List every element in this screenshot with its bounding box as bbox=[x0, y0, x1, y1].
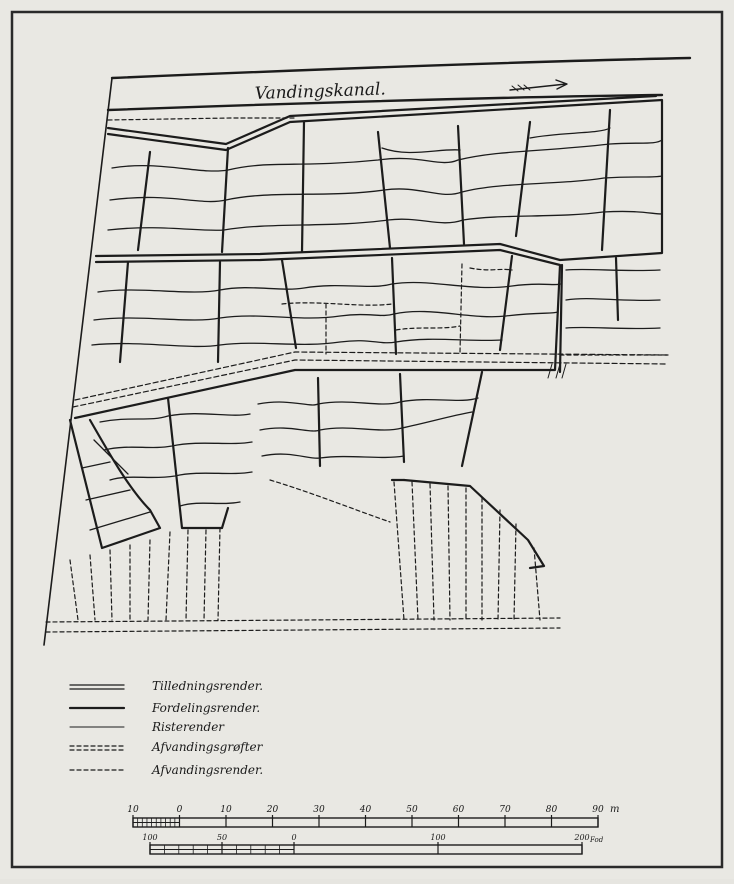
legend-item-tilledning bbox=[70, 679, 263, 693]
scale-bar-feet bbox=[142, 833, 603, 854]
scale-tick-label: 20 bbox=[266, 805, 279, 815]
legend-label: Afvandingsgrøfter bbox=[152, 740, 263, 754]
scale-tick-label: 100 bbox=[142, 833, 158, 842]
irrigation-canal bbox=[108, 58, 690, 110]
scale-tick-label: 50 bbox=[406, 805, 418, 815]
scale-tick-label: 90 bbox=[592, 805, 604, 815]
scale-tick-label: 0 bbox=[291, 833, 297, 842]
drainage-ditches-bottom bbox=[46, 355, 668, 632]
field-boundary-left bbox=[44, 78, 112, 645]
row2-ditches bbox=[92, 256, 660, 362]
legend-label: Fordelingsrender. bbox=[152, 701, 261, 715]
scale-tick-label: 80 bbox=[545, 805, 558, 815]
row1-ditches bbox=[108, 110, 662, 252]
scale-tick-label: 100 bbox=[430, 833, 446, 842]
scale-tick-label: 10 bbox=[127, 805, 139, 815]
drain-ditch-mid-a bbox=[75, 352, 668, 400]
scale-unit-label: m bbox=[610, 804, 620, 815]
legend-label: Risterender bbox=[152, 720, 225, 734]
drain-line-top bbox=[108, 118, 295, 120]
legend bbox=[70, 679, 264, 777]
scale-tick-label: 60 bbox=[452, 805, 465, 815]
legend-label: Afvandingsrender. bbox=[152, 763, 264, 777]
canal-label: Vandingskanal. bbox=[254, 79, 387, 104]
feed-channels bbox=[75, 96, 662, 418]
scale-tick-label: 0 bbox=[176, 805, 183, 815]
scale-tick-label: 40 bbox=[359, 805, 372, 815]
scale-tick-label: 70 bbox=[499, 805, 511, 815]
scale-tick-label: 30 bbox=[313, 805, 325, 815]
scale-tick-label: 10 bbox=[220, 805, 232, 815]
scale-bar-meters bbox=[127, 804, 619, 827]
scale-tick-label: 200 bbox=[574, 833, 590, 842]
scale-unit-label: Fod bbox=[590, 836, 604, 844]
row3-ditches bbox=[70, 372, 544, 568]
legend-item-afv-render bbox=[70, 763, 263, 777]
scale-tick-label: 50 bbox=[216, 833, 228, 842]
legend-item-afv-grofter bbox=[70, 740, 264, 754]
flow-arrow-icon bbox=[510, 80, 567, 91]
legend-label: Tilledningsrender. bbox=[152, 679, 264, 693]
legend-item-fordeling bbox=[70, 701, 260, 715]
legend-item-rist bbox=[70, 720, 225, 734]
plate-border bbox=[12, 12, 722, 867]
